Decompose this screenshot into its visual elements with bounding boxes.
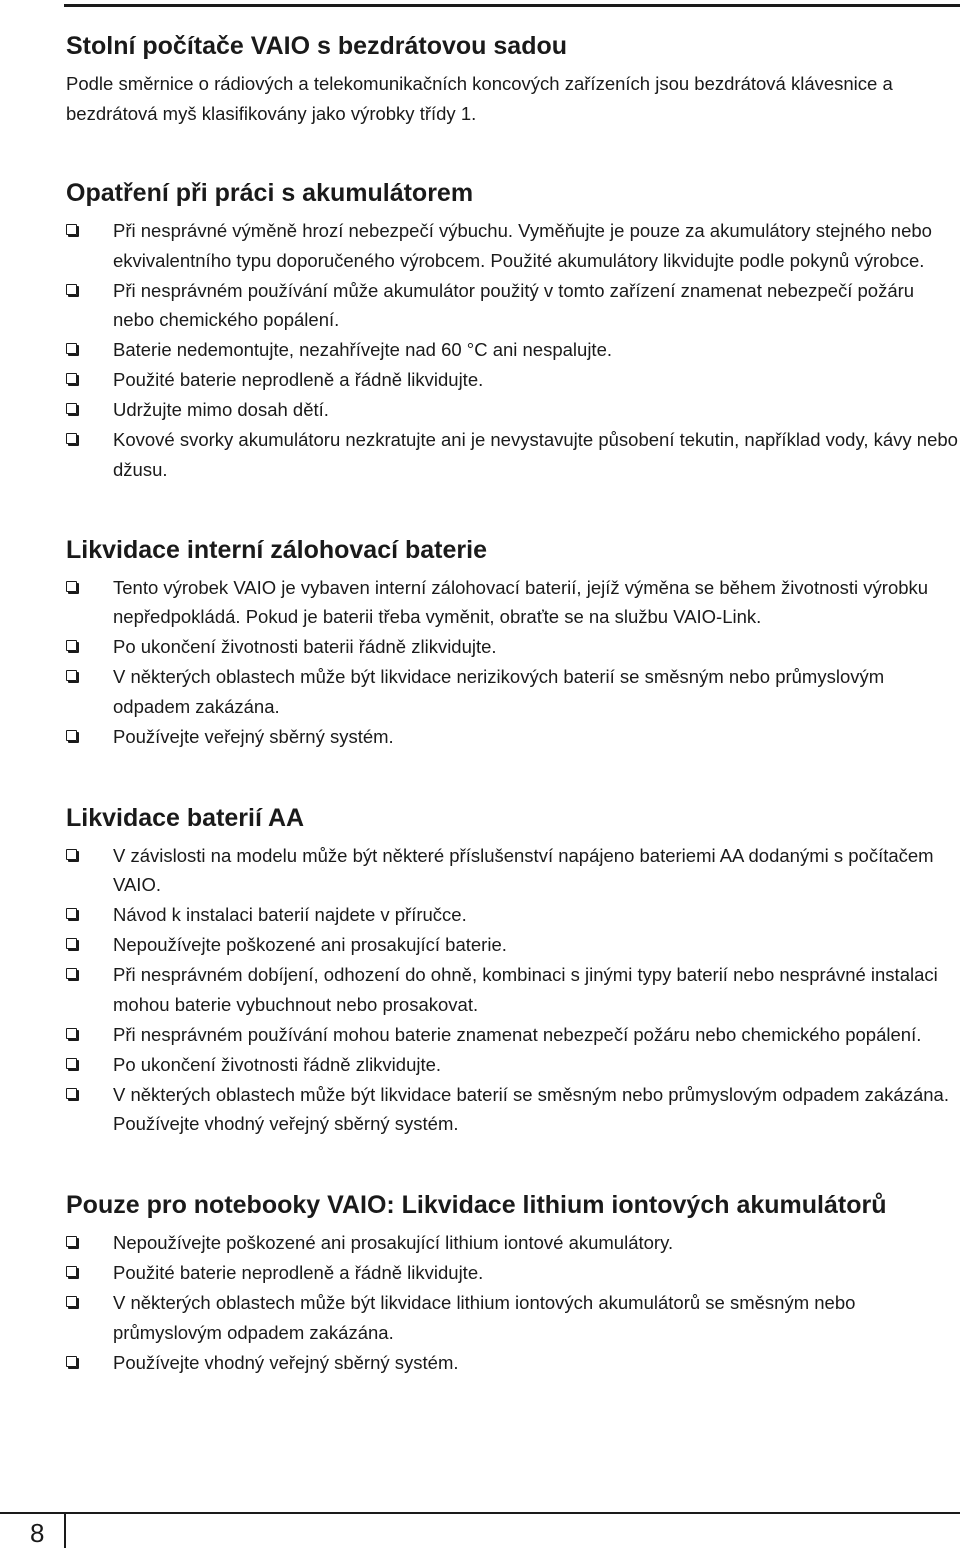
list-item-text: V některých oblastech může být likvidace lithium iontových akumulátorů se směsným nebo průmyslovým odpadem zakázána. — [113, 1292, 856, 1343]
list-item-text: Po ukončení životnosti baterii řádně zlikvidujte. — [113, 636, 497, 657]
list-item-text: Návod k instalaci baterií najdete v příručce. — [113, 904, 467, 925]
list-item-text: Používejte vhodný veřejný sběrný systém. — [113, 1351, 459, 1373]
bullet-list — [66, 841, 958, 1139]
footer-divider — [64, 1512, 66, 1548]
list-item — [66, 930, 958, 960]
list-item — [66, 1258, 958, 1288]
checkbox-bullet-icon — [66, 640, 77, 651]
section-battery-precautions — [66, 177, 958, 484]
page-number: 8 — [30, 1518, 45, 1548]
list-item-text: V některých oblastech může být likvidace nerizikových baterií se směsným nebo průmyslovým odpadem zakázána. — [113, 666, 885, 717]
list-item-text: Použité baterie neprodleně a řádně likvidujte. — [113, 1262, 484, 1283]
checkbox-bullet-icon — [66, 1028, 77, 1039]
list-item-text: Udržujte mimo dosah dětí. — [113, 399, 329, 420]
list-item — [66, 632, 958, 662]
checkbox-bullet-icon — [66, 284, 77, 295]
bullet-list — [66, 1228, 958, 1377]
list-item-text: Baterie nedemontujte, nezahřívejte nad 60 °C ani nespalujte. — [113, 339, 613, 360]
list-item — [66, 395, 958, 425]
list-item — [66, 425, 958, 484]
list-item — [66, 573, 958, 632]
checkbox-bullet-icon — [66, 1296, 77, 1307]
checkbox-bullet-icon — [66, 1058, 77, 1069]
checkbox-bullet-icon — [66, 1266, 77, 1277]
list-item-text: V některých oblastech může být likvidace baterií se směsným nebo průmyslovým odpadem zakázána. Používejte vhodný veřejný sběrný systém. — [113, 1083, 949, 1134]
list-item-text: Kovové svorky akumulátoru nezkratujte ani je nevystavujte působení tekutin, například vody, kávy nebo džusu. — [113, 429, 958, 480]
checkbox-bullet-icon — [66, 968, 77, 979]
list-item-text: Nepoužívejte poškozené ani prosakující baterie. — [113, 934, 507, 955]
list-item — [66, 722, 958, 752]
list-item-text: Při nesprávné výměně hrozí nebezpečí výbuchu. Vyměňujte je pouze za akumulátory stejného nebo ekvivalentního typu doporučeného výrobcem. Použité akumulátory likvidujte podle pokynů výrobce. — [113, 220, 932, 271]
list-item — [66, 1080, 958, 1139]
list-item — [66, 900, 958, 930]
list-item — [66, 662, 958, 721]
list-item — [66, 1348, 958, 1378]
checkbox-bullet-icon — [66, 581, 77, 592]
section-paragraph: Podle směrnice o rádiových a telekomunikačních koncových zařízeních jsou bezdrátová klávesnice a bezdrátová myš klasifikovány jako výrobky třídy 1. — [66, 73, 893, 124]
bullet-list — [66, 216, 958, 484]
checkbox-bullet-icon — [66, 373, 77, 384]
section-title: Pouze pro notebooky VAIO: Likvidace lithium iontových akumulátorů — [66, 1191, 887, 1219]
section-backup-battery — [66, 534, 958, 752]
list-item-text: V závislosti na modelu může být některé příslušenství napájeno bateriemi AA dodanými s počítačem VAIO. — [113, 844, 934, 895]
list-item-text: Při nesprávném používání mohou baterie znamenat nebezpečí požáru nebo chemického popálení. — [113, 1023, 922, 1045]
checkbox-bullet-icon — [66, 730, 77, 741]
checkbox-bullet-icon — [66, 908, 77, 919]
list-item — [66, 960, 958, 1019]
checkbox-bullet-icon — [66, 1088, 77, 1099]
list-item-text: Používejte veřejný sběrný systém. — [113, 725, 394, 747]
section-aa-batteries — [66, 802, 958, 1139]
checkbox-bullet-icon — [66, 403, 77, 414]
list-item — [66, 1050, 958, 1080]
list-item — [66, 841, 958, 900]
checkbox-bullet-icon — [66, 433, 77, 444]
list-item-text: Nepoužívejte poškozené ani prosakující lithium iontové akumulátory. — [113, 1232, 674, 1253]
section-title: Likvidace interní zálohovací baterie — [66, 535, 487, 564]
list-item — [66, 335, 958, 365]
list-item — [66, 365, 958, 395]
list-item — [66, 216, 958, 275]
section-title: Opatření při práci s akumulátorem — [66, 179, 474, 207]
checkbox-bullet-icon — [66, 1236, 77, 1247]
checkbox-bullet-icon — [66, 224, 77, 235]
list-item-text: Při nesprávném dobíjení, odhození do ohně, kombinaci s jinými typy baterií nebo nesprávné instalaci mohou baterie vybuchnout nebo prosakovat. — [113, 964, 938, 1015]
document-body — [66, 30, 958, 1378]
list-item — [66, 1288, 958, 1347]
list-item-text: Při nesprávném používání může akumulátor použitý v tomto zařízení znamenat nebezpečí požáru nebo chemického popálení. — [113, 279, 915, 330]
section-title: Likvidace baterií AA — [66, 803, 305, 832]
checkbox-bullet-icon — [66, 938, 77, 949]
section-wireless-set — [66, 30, 958, 128]
checkbox-bullet-icon — [66, 849, 77, 860]
list-item — [66, 276, 958, 335]
list-item — [66, 1020, 958, 1050]
list-item — [66, 1228, 958, 1258]
section-lithium-ion — [66, 1189, 958, 1377]
checkbox-bullet-icon — [66, 343, 77, 354]
section-title: Stolní počítače VAIO s bezdrátovou sadou — [66, 32, 568, 60]
checkbox-bullet-icon — [66, 670, 77, 681]
checkbox-bullet-icon — [66, 1356, 77, 1367]
footer-rule — [0, 1512, 960, 1514]
list-item-text: Po ukončení životnosti řádně zlikvidujte. — [113, 1053, 442, 1075]
list-item-text: Tento výrobek VAIO je vybaven interní zálohovací baterií, jejíž výměna se během životnosti výrobku nepředpokládá. Pokud je baterii třeba vyměnit, obraťte se na službu VAIO-Link. — [113, 576, 929, 627]
bullet-list — [66, 573, 958, 752]
list-item-text: Použité baterie neprodleně a řádně likvidujte. — [113, 369, 484, 390]
top-rule — [64, 4, 960, 7]
